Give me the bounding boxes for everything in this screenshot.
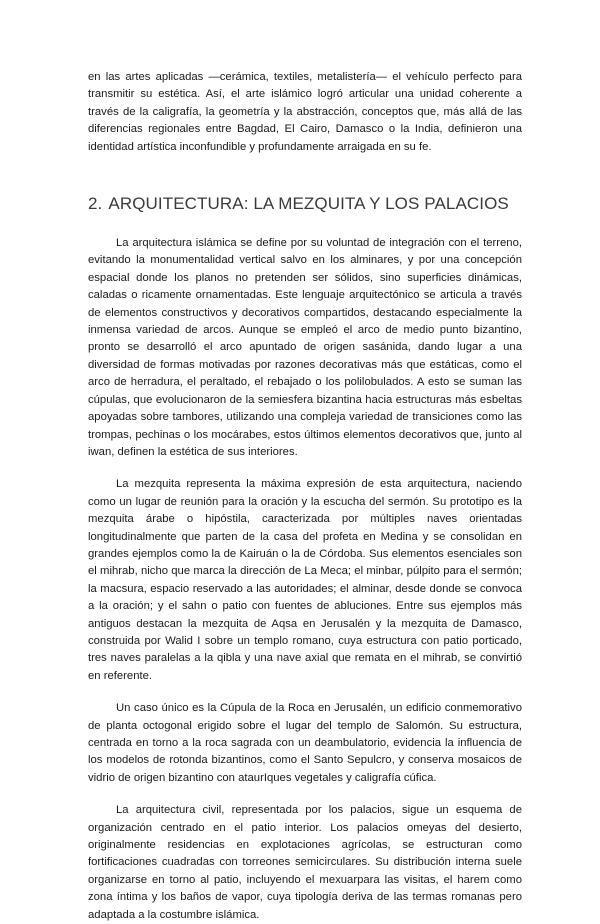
paragraph-spacer <box>88 461 522 476</box>
paragraph-spacer <box>88 685 522 700</box>
body-paragraph: La mezquita representa la máxima expresión de esta arquitectura, naciendo como un lugar de reunión para la oración y la escucha del sermón. Su prototipo es la mezquita árabe o hipóstila, caracterizada por múltiples naves orientadas longitudinalmente que parten de la casa del profeta en Medina y se consolidan en grandes ejemplos como la de Kairuán o la de Córdoba. Sus elementos esenciales son el mihrab, nicho que marca la dirección de La Meca; el minbar, púlpito para el sermón; la macsura, espacio reservado a las autoridades; el alminar, desde donde se convoca a la oración; y el sahn o patio con fuentes de abluciones. Entre sus ejemplos más antiguos destacan la mezquita de Aqsa en Jerusalén y la mezquita de Damasco, construida por Walid I sobre un templo romano, cuya estructura con patio porticado, tres naves paralelas a la qibla y una nave axial que remata en el mihrab, se convirtió en referente. <box>88 478 522 682</box>
page-content <box>88 69 522 924</box>
body-paragraph: La arquitectura civil, representada por los palacios, sigue un esquema de organización centrado en el patio interior. Los palacios omeyas del desierto, originalmente residencias en explotaciones agrícolas, se estructuran como fortificaciones cuadradas con torreones semicirculares. Su distribución interna suele organizarse en torno al patio, incluyendo el mexuarpara las visitas, el harem como zona íntima y los baños de vapor, cuya tipología deriva de las termas romanas pero adaptada a la costumbre islámica. <box>88 804 522 921</box>
body-paragraph: La arquitectura islámica se define por su voluntad de integración con el terreno, evitando la monumentalidad vertical salvo en los alminares, y por una concepción espacial donde los planos no pretenden ser sólidos, sino superficies dinámicas, caladas o ricamente ornamentadas. Este lenguaje arquitectónico se articula a través de elementos constructivos y decorativos compartidos, destacando especialmente la inmensa variedad de arcos. Aunque se empleó el arco de medio punto bizantino, pronto se desarrolló el arco apuntado de origen sasánida, dando lugar a una diversidad de formas motivadas por razones decorativas más que estáticas, como el arco de herradura, el peraltado, el rebajado o los polilobulados. A esto se suman las cúpulas, que evolucionaron de la semiesfera bizantina hacia estructuras más esbeltas apoyadas sobre tambores, utilizando una compleja variedad de transiciones como las trompas, pechinas o los mocárabes, estos últimos elementos decorativos que, junto al iwan, definen la estética de sus interiores. <box>88 237 522 458</box>
section-heading <box>88 156 522 235</box>
body-paragraph: Un caso único es la Cúpula de la Roca en Jerusalén, un edificio conmemorativo de planta octogonal erigido sobre el lugar del templo de Salomón. Su estructura, centrada en torno a la roca sagrada con un deambulatorio, evidencia la influencia de los modelos de rotonda bizantinos, como el Santo Sepulcro, y conserva mosaicos de vidrio de origen bizantino con ataurIques vegetales y caligrafía cúfica. <box>88 702 522 784</box>
section-number: 2. <box>88 194 103 214</box>
paragraph-spacer <box>88 787 522 802</box>
section-title: ARQUITECTURA: LA MEZQUITA Y LOS PALACIOS <box>108 194 509 214</box>
intro-paragraph: en las artes aplicadas —cerámica, textiles, metalistería— el vehículo perfecto para transmitir su estética. Así, el arte islámico logró articular una unidad coherente a través de la caligrafía, la geometría y la abstracción, conceptos que, más allá de las diferencias regionales entre Bagdad, El Cairo, Damasco o la India, definieron una identidad artística inconfundible y profundamente arraigada en su fe. <box>88 71 522 153</box>
